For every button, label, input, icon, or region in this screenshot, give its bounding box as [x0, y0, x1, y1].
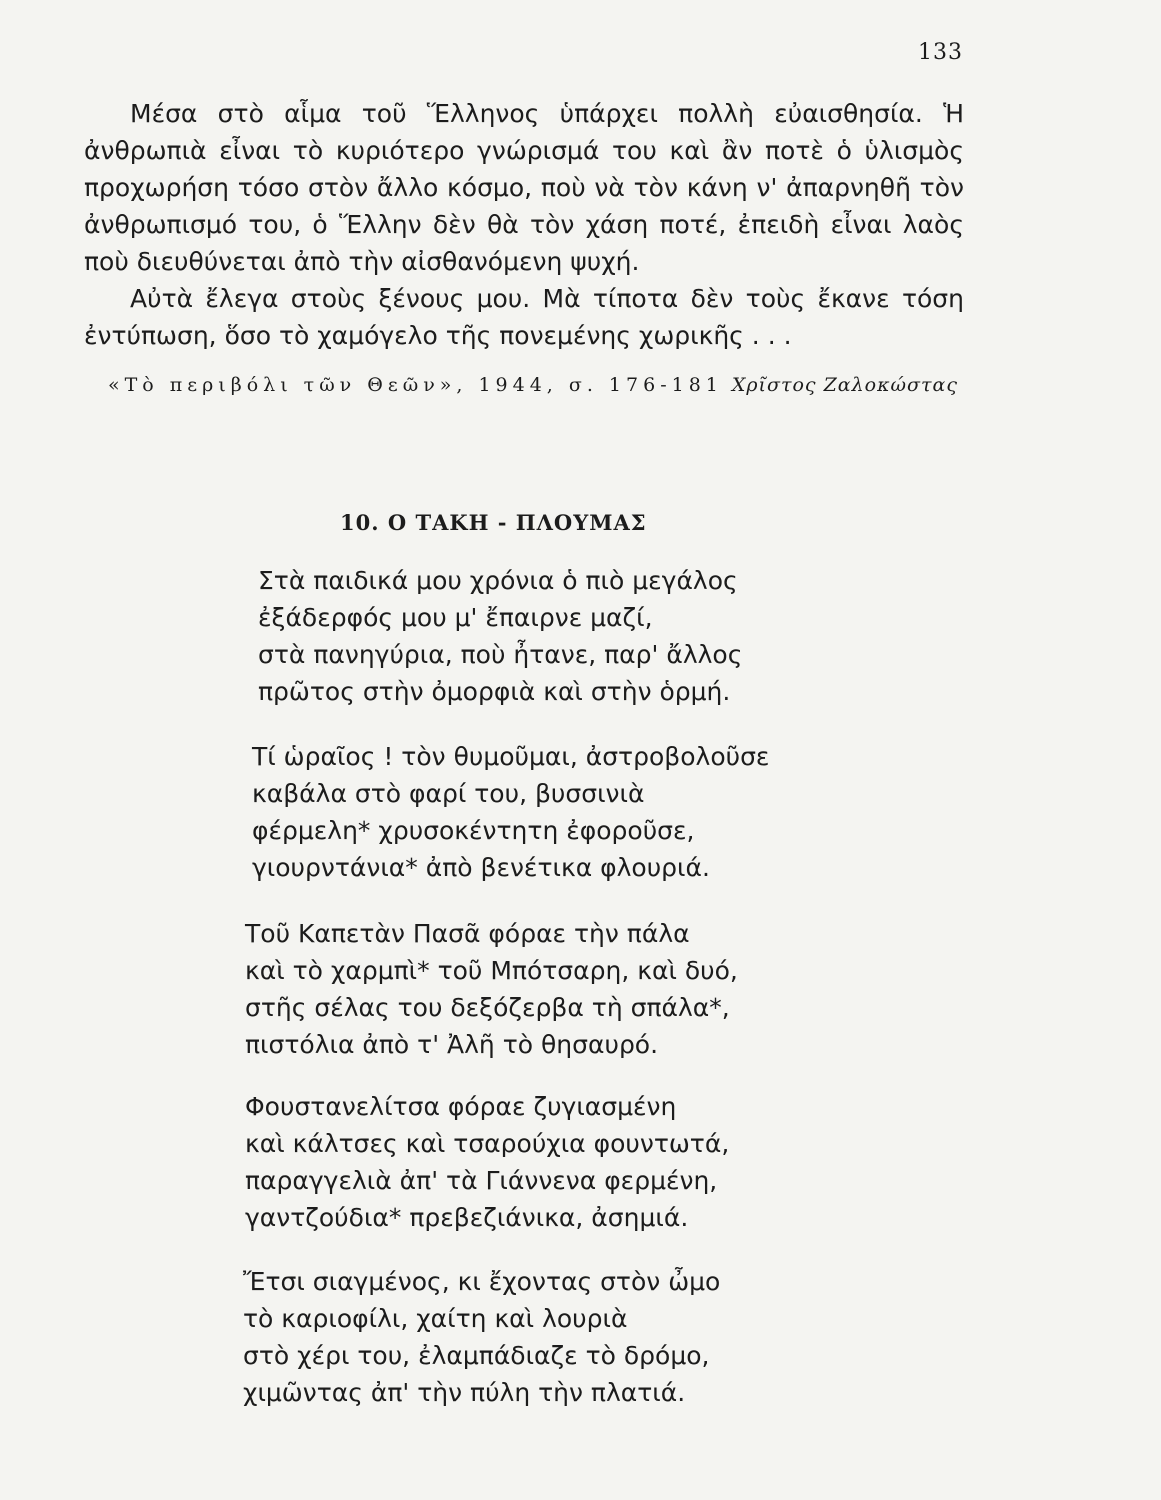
poem-line: φέρμελη* χρυσοκέντητη ἐφοροῦσε,: [252, 816, 695, 845]
citation-source: «Τὸ περιβόλι τῶν Θεῶν», 1944, σ. 176-181: [108, 374, 723, 396]
poem-line: Στὰ παιδικά μου χρόνια ὁ πιὸ μεγάλος: [258, 566, 738, 595]
citation: [108, 374, 958, 396]
poem-line: καὶ τὸ χαρμπὶ* τοῦ Μπότσαρη, καὶ δυό,: [245, 956, 738, 985]
section-title: 10. Ο ΤΑΚΗ - ΠΛΟΥΜΑΣ: [340, 510, 647, 535]
poem-line: στὸ χέρι του, ἐλαμπάδιαζε τὸ δρόμο,: [243, 1341, 710, 1370]
poem-line: Τοῦ Καπετὰν Πασᾶ φόραε τὴν πάλα: [245, 919, 690, 948]
poem-line: στὰ πανηγύρια, ποὺ ἦτανε, παρ' ἄλλος: [258, 640, 743, 669]
prose-excerpt: [84, 95, 964, 354]
prose-paragraph-1: Μέσα στὸ αἷμα τοῦ Ἕλληνος ὑπάρχει πολλὴ εὐαισθησία. Ἡ ἀνθρωπιὰ εἶναι τὸ κυριότερο γνώρισμά του καὶ ἂν ποτὲ ὁ ὑλισμὸς προχωρήση τόσο στὸν ἄλλο κόσμο, ποὺ νὰ τὸν κάνη ν' ἀπαρνηθῆ τὸν ἀνθρωπισμό του, ὁ Ἕλλην δὲν θὰ τὸν χάση ποτέ, ἐπειδὴ εἶναι λαὸς ποὺ διευθύνεται ἀπὸ τὴν αἰσθανόμενη ψυχή.: [84, 99, 964, 276]
poem-line: τὸ καριοφίλι, χαίτη καὶ λουριὰ: [243, 1304, 628, 1333]
poem-line: γαντζούδια* πρεβεζιάνικα, ἀσημιά.: [245, 1203, 689, 1232]
poem-line: παραγγελιὰ ἀπ' τὰ Γιάννενα φερμένη,: [245, 1166, 718, 1195]
poem-line: Ἔτσι σιαγμένος, κι ἔχοντας στὸν ὦμο: [243, 1267, 721, 1296]
poem-line: Τί ὡραῖος ! τὸν θυμοῦμαι, ἀστροβολοῦσε: [252, 742, 770, 771]
poem-stanza: [245, 1088, 729, 1236]
poem-line: Φουστανελίτσα φόραε ζυγιασμένη: [245, 1092, 677, 1121]
poem-line: πιστόλια ἀπὸ τ' Ἀλῆ τὸ θησαυρό.: [245, 1030, 659, 1059]
poem-line: καὶ κάλτσες καὶ τσαρούχια φουντωτά,: [245, 1129, 730, 1158]
prose-paragraph-2: Αὐτὰ ἔλεγα στοὺς ξένους μου. Μὰ τίποτα δὲν τοὺς ἔκανε τόση ἐντύπωση, ὅσο τὸ χαμόγελο τῆς πονεμένης χωρικῆς . . .: [84, 284, 964, 350]
poem-stanza: [245, 915, 738, 1063]
poem-line: ἐξάδερφός μου μ' ἔπαιρνε μαζί,: [258, 603, 653, 632]
poem-line: γιουρντάνια* ἀπὸ βενέτικα φλουριά.: [252, 853, 710, 882]
poem-line: χιμῶντας ἀπ' τὴν πύλη τὴν πλατιά.: [243, 1378, 686, 1407]
poem-stanza: [243, 1263, 720, 1411]
poem-stanza: [258, 562, 742, 710]
poem-stanza: [252, 738, 769, 886]
poem-line: πρῶτος στὴν ὀμορφιὰ καὶ στὴν ὁρμή.: [258, 677, 731, 706]
citation-author: Χρῖστος Ζαλοκώστας: [731, 374, 958, 396]
poem-line: στῆς σέλας του δεξόζερβα τὴ σπάλα*,: [245, 993, 730, 1022]
page-number: 133: [918, 40, 963, 65]
poem-line: καβάλα στὸ φαρί του, βυσσινιὰ: [252, 779, 645, 808]
